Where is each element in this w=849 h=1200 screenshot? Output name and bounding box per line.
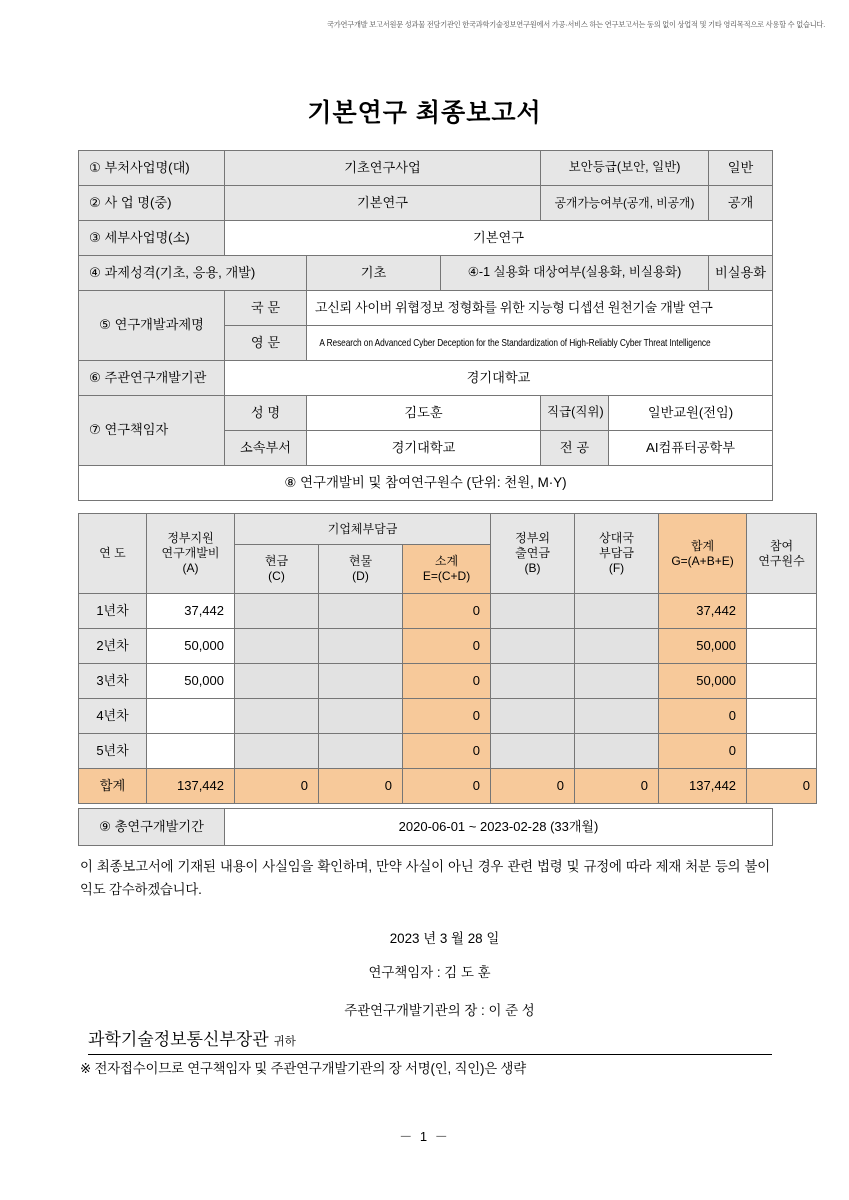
header-gov-support-line3: (A) — [182, 561, 199, 575]
table-row — [79, 594, 817, 629]
cell-total-researchers: 0 — [747, 769, 817, 804]
cell-total: 0 — [659, 699, 747, 734]
cell-cash — [235, 629, 319, 664]
table-row-ministry-program — [79, 151, 773, 186]
cell-total-grand: 137,442 — [659, 769, 747, 804]
signature-organization-head: 주관연구개발기관의 장 : 이 준 성 — [344, 1003, 535, 1018]
cell-partner — [575, 664, 659, 699]
header-grand-total-line1: 합계 — [690, 538, 715, 553]
value-pi-department: 경기대학교 — [307, 431, 541, 466]
header-researchers-line1: 참여 — [769, 538, 794, 553]
label-research-period: ⑨ 총연구개발기간 — [79, 809, 225, 846]
label-disclosure: 공개가능여부(공개, 비공개) — [541, 186, 709, 221]
cell-total-gov-support: 137,442 — [147, 769, 235, 804]
table-row-host-organization — [79, 361, 773, 396]
header-partner-line1: 상대국 — [599, 531, 634, 545]
copyright-notice: 국가연구개발 보고서원문 성과물 전담기관인 한국과학기술정보연구원에서 가공·서비스 하는 연구보고서는 동의 없이 상업적 및 기타 영리목적으로 사용할 수 없습니다. — [326, 20, 825, 29]
cell-inkind — [319, 734, 403, 769]
header-subtotal-line1: 소계 — [434, 554, 459, 568]
header-company-contribution: 기업체부담금 — [235, 514, 491, 545]
value-host-organization: 경기대학교 — [225, 361, 773, 396]
cell-total-partner: 0 — [575, 769, 659, 804]
table-row — [79, 699, 817, 734]
cell-total: 50,000 — [659, 664, 747, 699]
cell-inkind — [319, 629, 403, 664]
label-pi-department: 소속부서 — [225, 431, 307, 466]
electronic-submission-note: ※ 전자접수이므로 연구책임자 및 주관연구개발기관의 장 서명(인, 직인)은 생략 — [80, 1061, 527, 1076]
budget-header-row-1 — [79, 514, 817, 545]
cell-total-label: 합계 — [79, 769, 147, 804]
cell-partner — [575, 594, 659, 629]
cell-researchers — [747, 699, 817, 734]
cell-total-subtotal: 0 — [403, 769, 491, 804]
value-commercialization: 비실용화 — [709, 256, 773, 291]
header-inkind-line1: 현물 — [348, 554, 373, 568]
cell-cash — [235, 664, 319, 699]
table-row-program-name — [79, 186, 773, 221]
value-security-grade: 일반 — [709, 151, 773, 186]
header-nongov-line3: (B) — [524, 561, 541, 575]
header-nongov-line1: 정부외 — [515, 531, 550, 545]
cell-subtotal: 0 — [403, 594, 491, 629]
cell-partner — [575, 734, 659, 769]
cell-total: 50,000 — [659, 629, 747, 664]
cell-gov-support: 37,442 — [147, 594, 235, 629]
page-number: － 1 － — [399, 1129, 450, 1144]
header-cash-line1: 현금 — [264, 554, 289, 568]
addressee-suffix: 귀하 — [273, 1036, 296, 1048]
cell-nongov — [491, 629, 575, 664]
cell-nongov — [491, 664, 575, 699]
header-researchers — [747, 514, 817, 594]
value-title-english: A Research on Advanced Cyber Deception for the Standardization of High-Reliably Cyber Threat Intelligence — [319, 337, 711, 349]
cell-subtotal: 0 — [403, 699, 491, 734]
label-title-korean: 국 문 — [225, 291, 307, 326]
confirmation-statement: 이 최종보고서에 기재된 내용이 사실임을 확인하며, 만약 사실이 아닌 경우 관련 법령 및 규정에 따라 제재 처분 등의 불이익도 감수하겠습니다. — [80, 859, 770, 898]
table-row — [79, 629, 817, 664]
value-project-type: 기초 — [307, 256, 441, 291]
cell-partner — [575, 629, 659, 664]
label-pi-major: 전 공 — [541, 431, 609, 466]
cell-total-inkind: 0 — [319, 769, 403, 804]
label-security-grade: 보안등급(보안, 일반) — [541, 151, 709, 186]
table-row-research-period — [79, 809, 773, 846]
cell-subtotal: 0 — [403, 629, 491, 664]
cell-inkind — [319, 594, 403, 629]
header-grand-total-line2: G=(A+B+E) — [671, 553, 734, 568]
cell-gov-support — [147, 734, 235, 769]
header-researchers-line2: 연구원수 — [758, 553, 805, 568]
label-title-english: 영 문 — [225, 326, 307, 361]
table-row-principal-investigator — [79, 396, 773, 431]
cell-nongov — [491, 699, 575, 734]
header-inkind — [319, 545, 403, 594]
cell-year: 1년차 — [79, 594, 147, 629]
cell-gov-support — [147, 699, 235, 734]
cell-cash — [235, 594, 319, 629]
label-host-organization: ⑥ 주관연구개발기관 — [79, 361, 225, 396]
cell-researchers — [747, 664, 817, 699]
table-row-project-title-ko — [79, 291, 773, 326]
label-ministry-program: ① 부처사업명(대) — [79, 151, 225, 186]
cell-researchers — [747, 594, 817, 629]
value-subprogram: 기본연구 — [225, 221, 773, 256]
cell-gov-support: 50,000 — [147, 629, 235, 664]
header-inkind-line2: (D) — [352, 569, 369, 583]
header-partner-contribution — [575, 514, 659, 594]
cell-researchers — [747, 629, 817, 664]
research-period-table — [78, 808, 773, 846]
value-pi-major: AI컴퓨터공학부 — [609, 431, 773, 466]
header-partner-line3: (F) — [608, 561, 625, 575]
cell-gov-support: 50,000 — [147, 664, 235, 699]
header-partner-line2: 부담금 — [599, 546, 634, 560]
value-program-name: 기본연구 — [225, 186, 541, 221]
label-pi-name: 성 명 — [225, 396, 307, 431]
table-row-total — [79, 769, 817, 804]
cell-year: 3년차 — [79, 664, 147, 699]
cell-nongov — [491, 734, 575, 769]
table-row-project-type — [79, 256, 773, 291]
addressee — [88, 1025, 772, 1055]
label-principal-investigator: ⑦ 연구책임자 — [79, 396, 225, 466]
table-row-subprogram — [79, 221, 773, 256]
header-cash — [235, 545, 319, 594]
page-title: 기본연구 최종보고서 — [307, 99, 542, 127]
addressee-name: 과학기술정보통신부장관 — [88, 1030, 269, 1049]
value-research-period: 2020-06-01 ~ 2023-02-28 (33개월) — [225, 809, 773, 846]
budget-table — [78, 513, 817, 804]
header-cash-line2: (C) — [268, 569, 285, 583]
cell-year: 4년차 — [79, 699, 147, 734]
cell-inkind — [319, 664, 403, 699]
cell-subtotal: 0 — [403, 664, 491, 699]
label-commercialization: ④-1 실용화 대상여부(실용화, 비실용화) — [441, 256, 709, 291]
cell-year: 5년차 — [79, 734, 147, 769]
label-project-title: ⑤ 연구개발과제명 — [79, 291, 225, 361]
header-gov-support-line2: 연구개발비 — [161, 546, 220, 560]
header-nongov-line2: 출연금 — [515, 546, 550, 560]
cell-partner — [575, 699, 659, 734]
cell-year: 2년차 — [79, 629, 147, 664]
value-ministry-program: 기초연구사업 — [225, 151, 541, 186]
cell-inkind — [319, 699, 403, 734]
header-grand-total — [659, 514, 747, 594]
value-disclosure: 공개 — [709, 186, 773, 221]
header-subtotal-line2: E=(C+D) — [422, 569, 471, 583]
value-pi-rank: 일반교원(전임) — [609, 396, 773, 431]
cell-subtotal: 0 — [403, 734, 491, 769]
value-title-korean: 고신뢰 사이버 위협정보 정형화를 위한 지능형 디셉션 원천기술 개발 연구 — [307, 291, 773, 326]
signature-principal-investigator: 연구책임자 : 김 도 훈 — [368, 965, 491, 980]
label-subprogram: ③ 세부사업명(소) — [79, 221, 225, 256]
cell-researchers — [747, 734, 817, 769]
value-pi-name: 김도훈 — [307, 396, 541, 431]
header-nongov-contribution — [491, 514, 575, 594]
cell-nongov — [491, 594, 575, 629]
cell-cash — [235, 699, 319, 734]
report-info-table — [78, 150, 773, 501]
header-gov-support — [147, 514, 235, 594]
cell-total-nongov: 0 — [491, 769, 575, 804]
cell-total: 0 — [659, 734, 747, 769]
header-gov-support-line1: 정부지원 — [167, 531, 214, 545]
budget-caption: ⑧ 연구개발비 및 참여연구원수 (단위: 천원, M·Y) — [79, 466, 773, 501]
label-program-name: ② 사 업 명(중) — [79, 186, 225, 221]
value-title-english-cell — [307, 326, 773, 361]
label-pi-rank: 직급(직위) — [541, 396, 609, 431]
signature-date: 2023 년 3 월 28 일 — [389, 931, 500, 946]
header-year: 연 도 — [79, 514, 147, 594]
cell-total: 37,442 — [659, 594, 747, 629]
cell-cash — [235, 734, 319, 769]
table-row-budget-caption — [79, 466, 773, 501]
header-subtotal — [403, 545, 491, 594]
label-project-type: ④ 과제성격(기초, 응용, 개발) — [79, 256, 307, 291]
table-row — [79, 734, 817, 769]
table-row — [79, 664, 817, 699]
cell-total-cash: 0 — [235, 769, 319, 804]
